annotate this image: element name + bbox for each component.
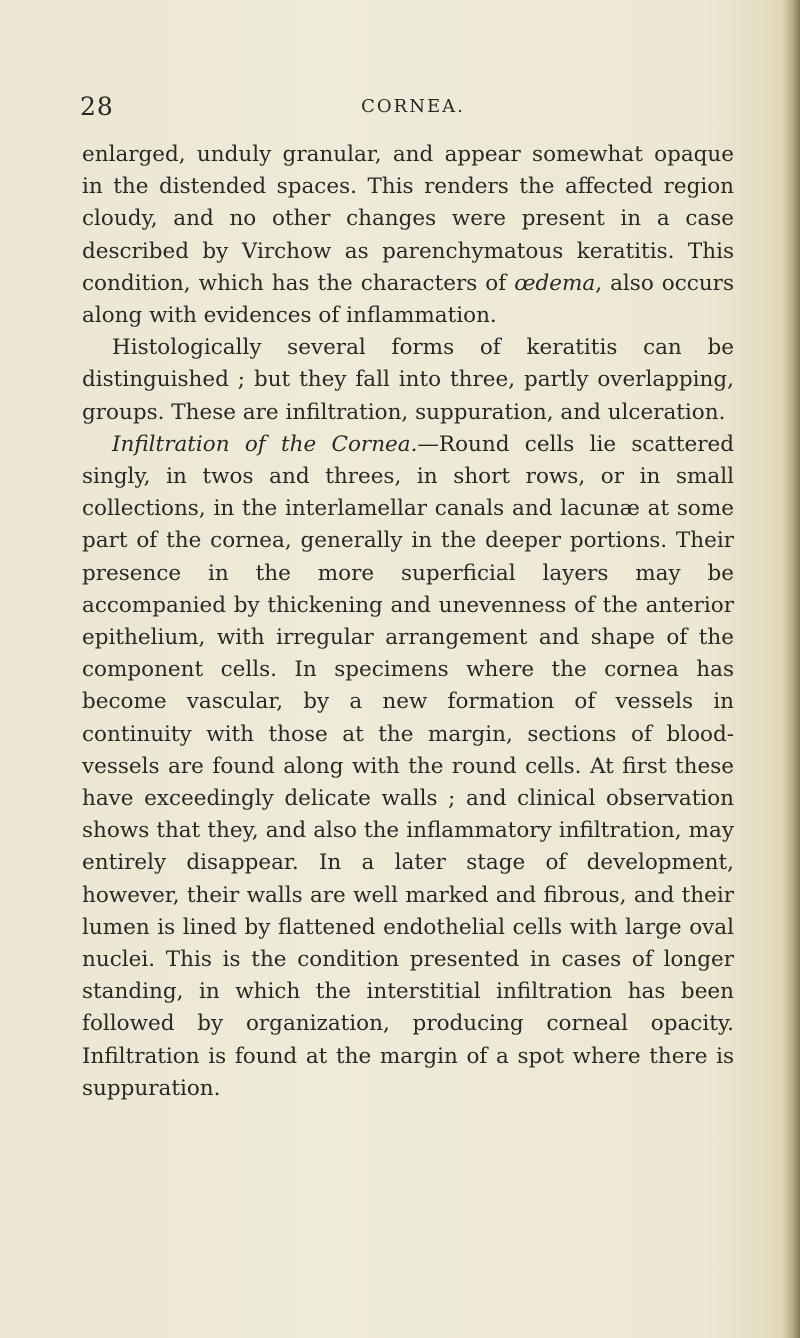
body-text bbox=[82, 139, 734, 1105]
paragraph-1 bbox=[82, 139, 734, 332]
paragraph-1-text: enlarged, unduly granular, and appear somewhat opaque in the distended spaces. This renders the affected region cloudy, and no other changes were present in a case described by Virchow as parenchymatous keratitis. This condition, which has the characters of bbox=[82, 142, 734, 296]
paragraph-1-emphasis: œdema bbox=[514, 270, 596, 296]
running-head: CORNEA. bbox=[361, 96, 465, 117]
paragraph-1-text-after: , also occurs along with evidences of inflammation. bbox=[82, 270, 734, 329]
paragraph-3 bbox=[82, 429, 734, 1105]
section-heading: Infiltration of the Cornea. bbox=[112, 431, 418, 457]
paragraph-3-text: —Round cells lie scattered singly, in twos and threes, in short rows, or in small collections, in the interlamellar canals and lacunæ at some part of the cornea, generally in the deeper portions. Their presence in the more superficial layers may be accompanied by thickening and unevenness of the anterior epithelium, with irregular arrangement and shape of the component cells. In specimens where the cornea has become vascular, by a new formation of vessels in continuity with those at the margin, sections of blood-vessels are found along with the round cells. At first these have exceedingly delicate walls ; and clinical observation shows that they, and also the inflammatory infiltration, may entirely disappear. In a later stage of development, however, their walls are well marked and fibrous, and their lumen is lined by flattened endothelial cells with large oval nuclei. This is the condition presented in cases of longer standing, in which the interstitial infiltration has been followed by organization, producing corneal opacity. Infiltration is found at the margin of a spot where there is suppuration. bbox=[82, 431, 735, 1101]
page-number: 28 bbox=[80, 92, 114, 121]
page-header bbox=[78, 92, 718, 132]
paragraph-2: Histologically several forms of keratitis can be distinguished ; but they fall into three, partly overlapping, groups. These are infiltration, suppuration, and ulceration. bbox=[82, 335, 734, 425]
page-edge-shadow bbox=[782, 0, 800, 1338]
